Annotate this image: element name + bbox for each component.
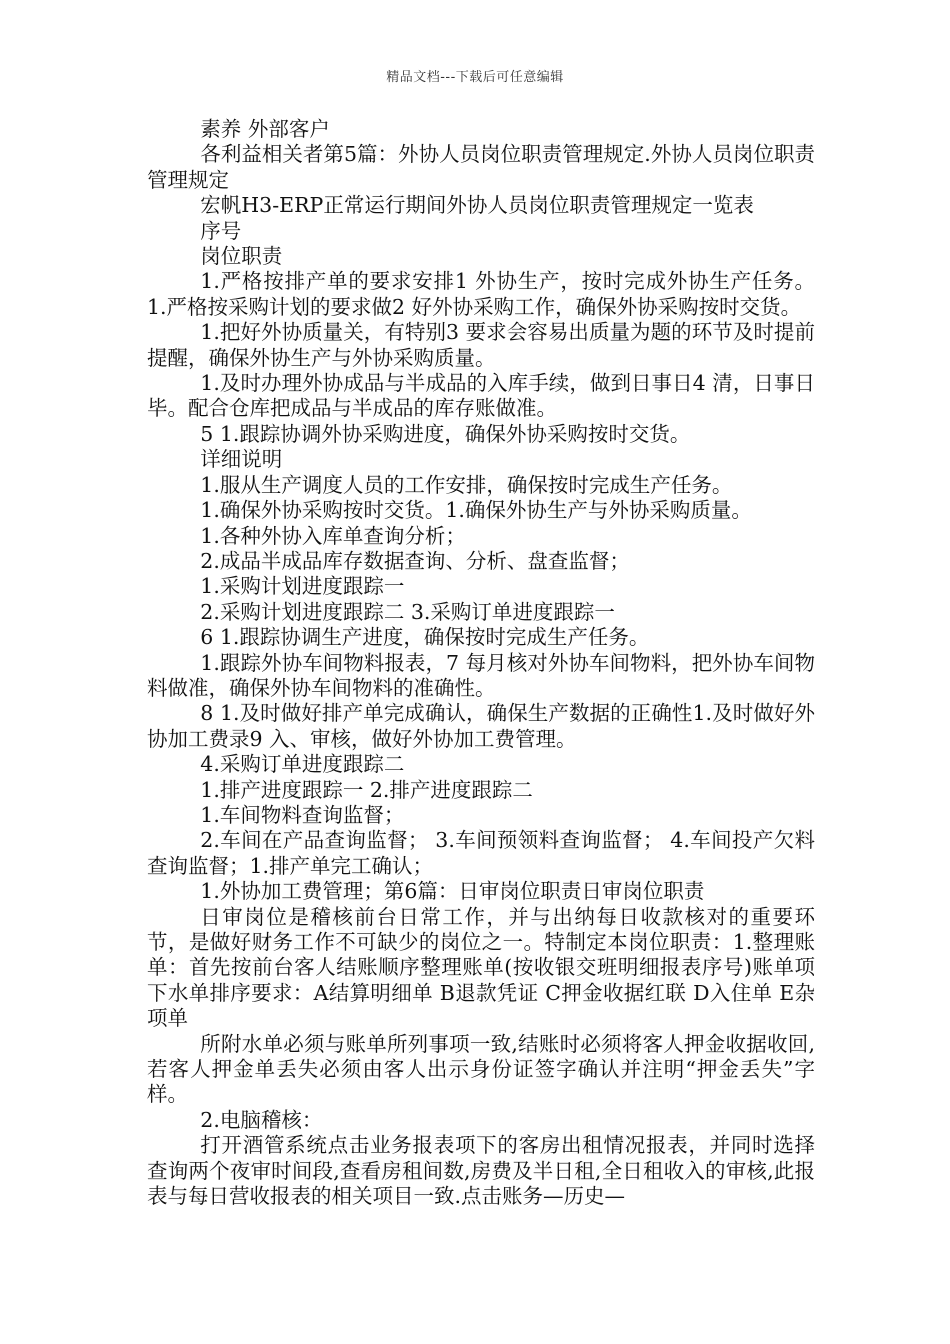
paragraph: 宏帆H3-ERP正常运行期间外协人员岗位职责管理规定一览表 <box>200 193 754 218</box>
paragraph: 2.车间在产品查询监督； 3.车间预领料查询监督； 4.车间投产欠料查询监督；1.排产单完工确认； <box>147 828 815 878</box>
paragraph: 1.排产进度跟踪一 2.排产进度跟踪二 <box>200 777 533 802</box>
page-header: 精品文档---下载后可任意编辑 <box>386 70 564 85</box>
paragraph: 1.严格按排产单的要求安排1 外协生产，按时完成外协生产任务。 1.严格按采购计划的要求做2 好外协采购工作，确保外协采购按时交货。 <box>147 269 815 319</box>
paragraph: 打开酒管系统点击业务报表项下的客房出租情况报表，并同时选择查询两个夜审时间段,查看房租间数,房费及半日租,全日租收入的审核,此报表与每日营收报表的相关项目一致.点击账务—历史— <box>147 1133 815 1209</box>
paragraph: 1.服从生产调度人员的工作安排，确保按时完成生产任务。 <box>200 472 733 497</box>
paragraph: 1.把好外协质量关，有特别3 要求会容易出质量为题的环节及时提前提醒，确保外协生产与外协采购质量。 <box>147 320 815 370</box>
paragraph: 1.车间物料查询监督； <box>200 802 405 827</box>
paragraph: 岗位职责 <box>200 244 283 269</box>
paragraph: 8 1.及时做好排产单完成确认，确保生产数据的正确性1.及时做好外协加工费录9 入、审核，做好外协加工费管理。 <box>147 701 815 751</box>
paragraph: 1.各种外协入库单查询分析； <box>200 523 466 548</box>
paragraph: 素养 外部客户 <box>200 117 330 141</box>
paragraph: 2.成品半成品库存数据查询、分析、盘查监督； <box>200 548 630 573</box>
paragraph: 各利益相关者第5篇：外协人员岗位职责管理规定.外协人员岗位职责管理规定 <box>147 142 815 192</box>
paragraph: 6 1.跟踪协调生产进度，确保按时完成生产任务。 <box>200 625 650 650</box>
paragraph: 1.外协加工费管理；第6篇：日审岗位职责日审岗位职责 <box>200 879 705 904</box>
paragraph: 详细说明 <box>200 447 283 472</box>
paragraph: 2.采购计划进度跟踪二 3.采购订单进度跟踪一 <box>200 599 615 624</box>
document-body <box>147 117 815 1209</box>
paragraph: 序号 <box>200 218 242 243</box>
paragraph: 1.跟踪外协车间物料报表，7 每月核对外协车间物料，把外协车间物料做准，确保外协车间物料的准确性。 <box>147 650 815 700</box>
paragraph: 所附水单必须与账单所列事项一致,结账时必须将客人押金收据收回,若客人押金单丢失必须由客人出示身份证签字确认并注明“押金丢失”字样。 <box>147 1031 815 1107</box>
paragraph: 4.采购订单进度跟踪二 <box>200 752 405 777</box>
paragraph: 5 1.跟踪协调外协采购进度，确保外协采购按时交货。 <box>200 421 691 446</box>
paragraph: 1.采购计划进度跟踪一 <box>200 574 405 599</box>
paragraph: 日审岗位是稽核前台日常工作，并与出纳每日收款核对的重要环节，是做好财务工作不可缺少的岗位之一。特制定本岗位职责：1.整理账单：首先按前台客人结账顺序整理账单(按收银交班明细报表序号)账单项下水单排序要求：A结算明细单 B退款凭证 C押金收据红联 D入住单 E杂项单 <box>147 904 815 1031</box>
paragraph: 2.电脑稽核： <box>200 1107 323 1132</box>
paragraph: 1.及时办理外协成品与半成品的入库手续，做到日事日4 清，日事日毕。配合仓库把成品与半成品的库存账做准。 <box>147 371 815 421</box>
paragraph: 1.确保外协采购按时交货。1.确保外协生产与外协采购质量。 <box>200 498 752 523</box>
